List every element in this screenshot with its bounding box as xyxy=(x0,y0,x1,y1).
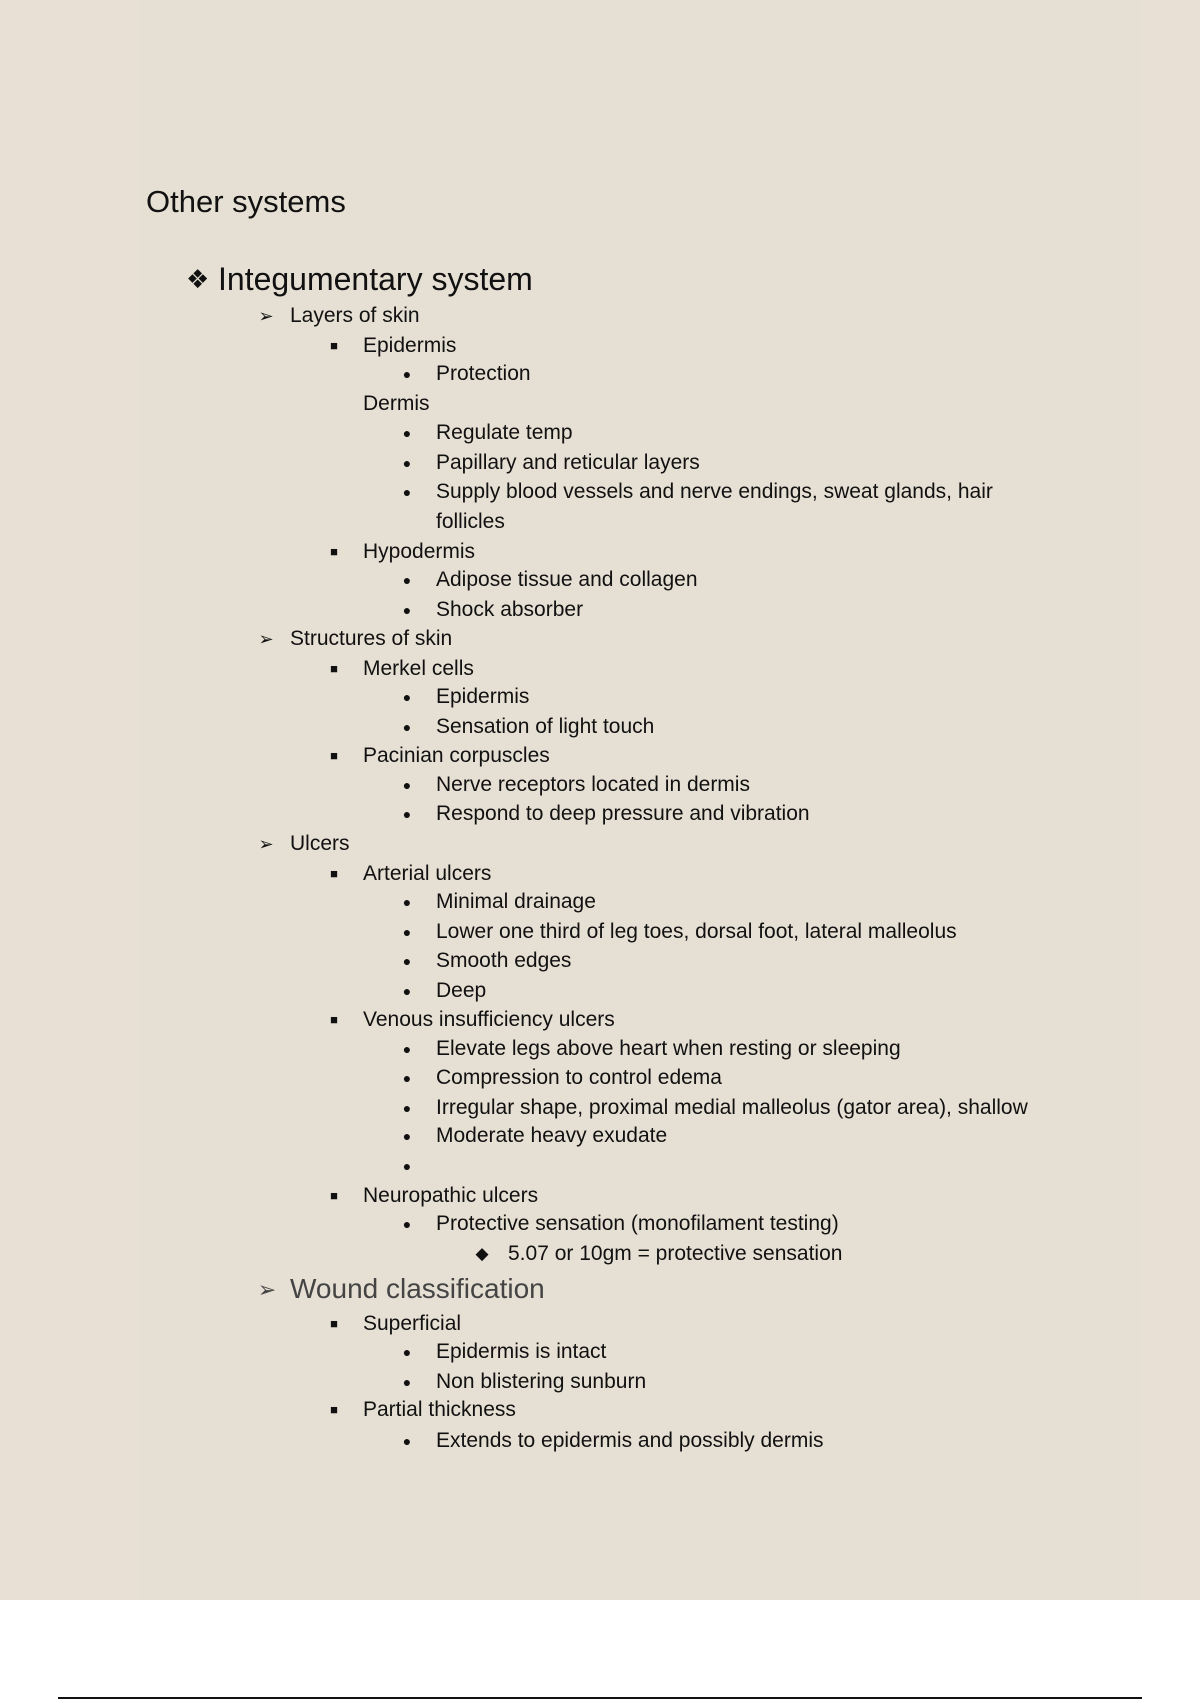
outline-item-structures-of-skin xyxy=(258,625,453,653)
outline-item-epidermis-intact xyxy=(402,1338,607,1366)
outline-item-label: Partial thickness xyxy=(363,1398,516,1421)
outline-item-label: Nerve receptors located in dermis xyxy=(436,773,750,796)
square-bullet-icon: ■ xyxy=(330,1188,338,1203)
outline-item-shock-absorber xyxy=(402,596,584,624)
outline-item-label: 5.07 or 10gm = protective sensation xyxy=(508,1242,843,1265)
dot-bullet-icon: ● xyxy=(402,572,412,588)
outline-item-label: Deep xyxy=(436,979,487,1002)
dot-bullet-icon: ● xyxy=(402,924,412,940)
outline-item-label: Superficial xyxy=(363,1312,462,1335)
outline-item-hypodermis xyxy=(330,538,476,566)
dot-bullet-icon: ● xyxy=(402,719,412,735)
outline-item-papillary xyxy=(402,449,700,477)
outline-item-supply-blood xyxy=(402,478,993,506)
dot-bullet-icon: ● xyxy=(402,983,412,999)
outline-item-merkel-epidermis xyxy=(402,683,530,711)
outline-item-venous-ulcers xyxy=(330,1006,615,1034)
outline-item-label: Smooth edges xyxy=(436,949,572,972)
dot-bullet-icon: ● xyxy=(402,1344,412,1360)
outline-item-wound-classification xyxy=(257,1272,545,1306)
outline-item-label: Extends to epidermis and possibly dermis xyxy=(436,1429,824,1452)
outline-item-label: Epidermis is intact xyxy=(436,1340,607,1363)
outline-item-label: Non blistering sunburn xyxy=(436,1370,647,1393)
outline-item-protective-sensation xyxy=(402,1210,839,1238)
square-bullet-icon: ■ xyxy=(330,1316,338,1331)
outline-item-regulate-temp xyxy=(402,419,573,447)
outline-item-label: Wound classification xyxy=(290,1273,545,1304)
outline-item-label: Neuropathic ulcers xyxy=(363,1184,539,1207)
arrow-bullet-icon: ➢ xyxy=(257,1277,277,1302)
outline-item-partial-thickness xyxy=(330,1396,516,1424)
outline-item-neuropathic-ulcers xyxy=(330,1182,539,1210)
outline-item-label: Elevate legs above heart when resting or sleeping xyxy=(436,1037,901,1060)
dot-bullet-icon: ● xyxy=(402,1433,412,1449)
dot-bullet-icon: ● xyxy=(402,1158,412,1174)
outline-item-compression xyxy=(402,1064,722,1092)
outline-item-minimal-drainage xyxy=(402,888,596,916)
outline-item-label: Minimal drainage xyxy=(436,890,596,913)
outline-item-merkel-cells xyxy=(330,655,474,683)
dot-bullet-icon: ● xyxy=(402,425,412,441)
dot-bullet-icon: ● xyxy=(402,602,412,618)
dot-bullet-icon: ● xyxy=(402,1041,412,1057)
page-title: Other systems xyxy=(146,184,346,219)
outline-item-label: Moderate heavy exudate xyxy=(436,1124,668,1147)
outline-item-label: Protection xyxy=(436,362,531,385)
square-bullet-icon: ■ xyxy=(330,544,338,559)
arrow-bullet-icon: ➢ xyxy=(258,629,274,649)
outline-item-elevate-legs xyxy=(402,1035,901,1063)
outline-item-label: Supply blood vessels and nerve endings, sweat glands, hair xyxy=(436,480,993,503)
outline-item-label: Layers of skin xyxy=(290,304,420,327)
outline-item-label: Dermis xyxy=(363,392,430,415)
outline-item-label: Adipose tissue and collagen xyxy=(436,568,698,591)
outline-item-sunburn xyxy=(402,1368,647,1396)
outline-item-label: Pacinian corpuscles xyxy=(363,744,550,767)
outline-item-label: Epidermis xyxy=(436,685,530,708)
dot-bullet-icon: ● xyxy=(402,455,412,471)
dot-bullet-icon: ● xyxy=(402,806,412,822)
outline-item-label: Structures of skin xyxy=(290,627,453,650)
outline-item-ulcers xyxy=(258,830,350,858)
square-bullet-icon: ■ xyxy=(330,866,338,881)
outline-item-monofilament-value xyxy=(475,1240,843,1268)
dot-bullet-icon: ● xyxy=(402,484,412,500)
footer-divider xyxy=(58,1697,1142,1699)
dot-bullet-icon: ● xyxy=(402,689,412,705)
outline-item-deep xyxy=(402,977,487,1005)
dot-bullet-icon: ● xyxy=(402,953,412,969)
outline-item-adipose xyxy=(402,566,698,594)
section-heading xyxy=(186,259,533,299)
dot-bullet-icon: ● xyxy=(402,1374,412,1390)
outline-item-label: Lower one third of leg toes, dorsal foot, lateral malleolus xyxy=(436,920,957,943)
dot-bullet-icon: ● xyxy=(402,1216,412,1232)
outline-item-label: Compression to control edema xyxy=(436,1066,722,1089)
outline-item-supply-blood-continued xyxy=(436,508,505,536)
square-bullet-icon: ■ xyxy=(330,338,338,353)
outline-item-layers-of-skin xyxy=(258,302,420,330)
arrow-bullet-icon: ➢ xyxy=(258,834,274,854)
outline-item-label: Regulate temp xyxy=(436,421,573,444)
outline-item-light-touch xyxy=(402,713,655,741)
outline-item-label: Papillary and reticular layers xyxy=(436,451,700,474)
outline-item-label: Hypodermis xyxy=(363,540,476,563)
outline-item-dermis xyxy=(363,390,430,418)
outline-item-moderate-exudate xyxy=(402,1122,668,1150)
outline-item-pacinian xyxy=(330,742,550,770)
dot-bullet-icon: ● xyxy=(402,777,412,793)
arrow-bullet-icon: ➢ xyxy=(258,306,274,326)
outline-item-protection xyxy=(402,360,531,388)
outline-item-label: Arterial ulcers xyxy=(363,862,492,885)
outline-item-label: Respond to deep pressure and vibration xyxy=(436,802,810,825)
dot-bullet-icon: ● xyxy=(402,894,412,910)
outline-item-nerve-receptors xyxy=(402,771,750,799)
outline-item-epidermis xyxy=(330,332,457,360)
diamond-bullet-icon: ◆ xyxy=(475,1244,489,1263)
outline-item-label: Sensation of light touch xyxy=(436,715,655,738)
square-bullet-icon: ■ xyxy=(330,1012,338,1027)
outline-item-label: Ulcers xyxy=(290,832,350,855)
outline-item-label: Epidermis xyxy=(363,334,457,357)
outline-item-arterial-ulcers xyxy=(330,860,492,888)
outline-item-smooth-edges xyxy=(402,947,572,975)
outline-item-label: follicles xyxy=(436,510,505,533)
outline-item-label: Shock absorber xyxy=(436,598,584,621)
square-bullet-icon: ■ xyxy=(330,1402,338,1417)
dot-bullet-icon: ● xyxy=(402,366,412,382)
dot-bullet-icon: ● xyxy=(402,1100,412,1116)
outline-item-lower-third xyxy=(402,918,957,946)
dot-bullet-icon: ● xyxy=(402,1128,412,1144)
square-bullet-icon: ■ xyxy=(330,661,338,676)
outline-item-label: Merkel cells xyxy=(363,657,474,680)
dot-bullet-icon: ● xyxy=(402,1070,412,1086)
section-heading-text: Integumentary system xyxy=(218,261,533,297)
outline-item-irregular-shape xyxy=(402,1094,1028,1122)
diamond-cluster-icon: ❖ xyxy=(186,264,210,294)
outline-item-extends-to-dermis xyxy=(402,1427,824,1455)
square-bullet-icon: ■ xyxy=(330,748,338,763)
outline-item-superficial xyxy=(330,1310,462,1338)
outline-item-label: Venous insufficiency ulcers xyxy=(363,1008,615,1031)
outline-item-label: Irregular shape, proximal medial malleolus (gator area), shallow xyxy=(436,1096,1028,1119)
outline-item-label: Protective sensation (monofilament testing) xyxy=(436,1212,839,1235)
outline-item-deep-pressure xyxy=(402,800,810,828)
